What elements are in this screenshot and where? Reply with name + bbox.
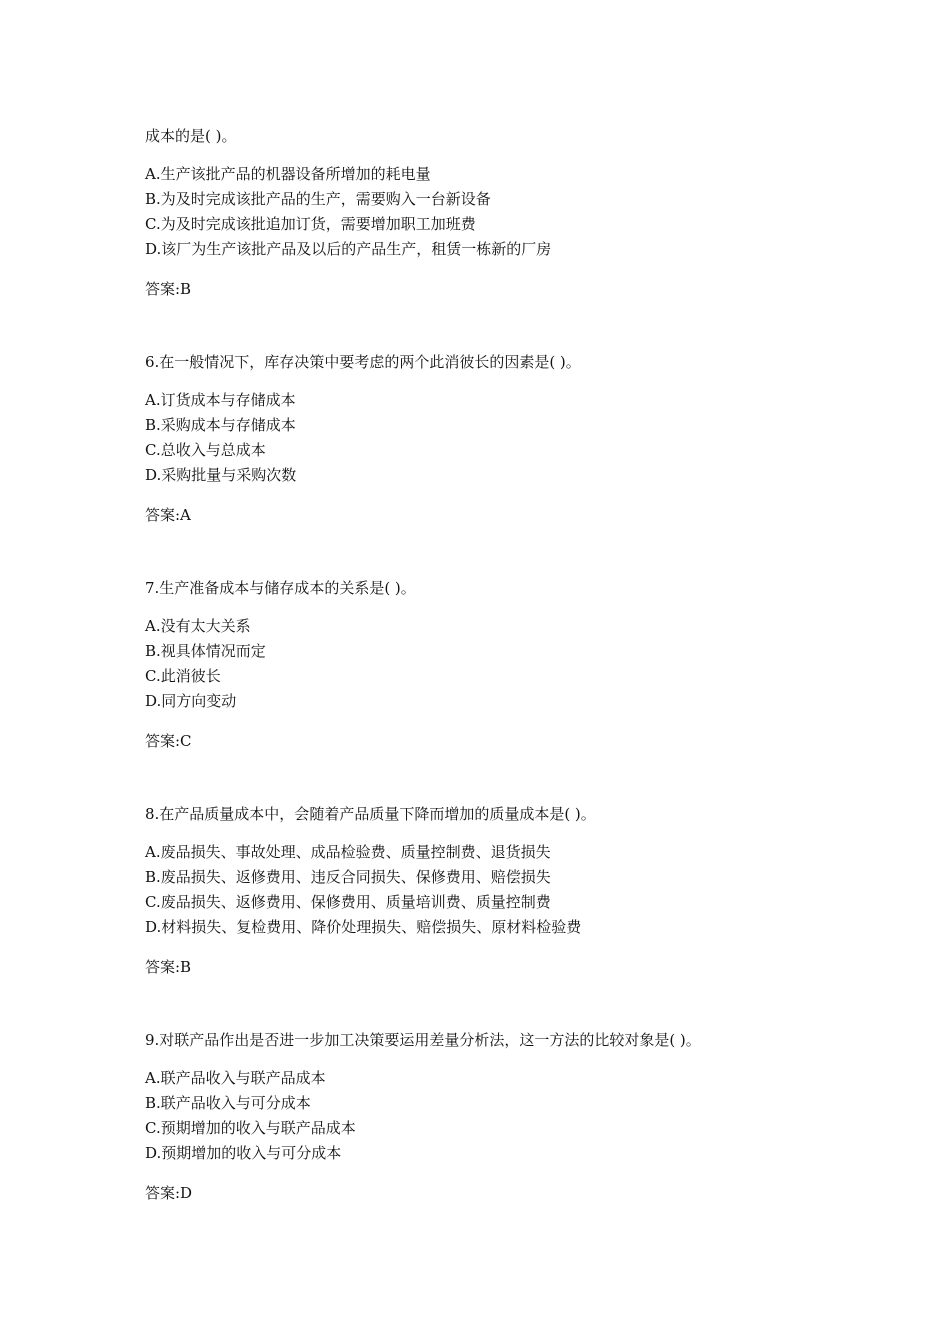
question-block xyxy=(145,802,845,980)
question-block xyxy=(145,350,845,528)
option-a: A.订货成本与存储成本 xyxy=(145,391,296,409)
question-stem: 6.在一般情况下，库存决策中要考虑的两个此消彼长的因素是( )。 xyxy=(145,353,581,371)
option-c: C.预期增加的收入与联产品成本 xyxy=(145,1119,356,1137)
answer-text: 答案:C xyxy=(145,732,192,750)
option-list xyxy=(145,388,845,488)
option-c: C.总收入与总成本 xyxy=(145,441,266,459)
question-block xyxy=(145,124,845,302)
question-stem: 7.生产准备成本与储存成本的关系是( )。 xyxy=(145,579,416,597)
option-d: D.预期增加的收入与可分成本 xyxy=(145,1144,342,1162)
option-list xyxy=(145,162,845,262)
question-block xyxy=(145,1028,845,1206)
option-d: D.同方向变动 xyxy=(145,692,237,710)
question-stem: 成本的是( )。 xyxy=(145,127,237,145)
option-a: A.没有太大关系 xyxy=(145,617,251,635)
option-b: B.采购成本与存储成本 xyxy=(145,416,296,434)
option-d: D.采购批量与采购次数 xyxy=(145,466,297,484)
option-c: C.废品损失、返修费用、保修费用、质量培训费、质量控制费 xyxy=(145,893,551,911)
option-c: C.为及时完成该批追加订货，需要增加职工加班费 xyxy=(145,215,476,233)
question-block xyxy=(145,576,845,754)
option-b: B.废品损失、返修费用、违反合同损失、保修费用、赔偿损失 xyxy=(145,868,551,886)
answer-text: 答案:B xyxy=(145,958,192,976)
option-c: C.此消彼长 xyxy=(145,667,221,685)
option-list xyxy=(145,840,845,940)
option-list xyxy=(145,614,845,714)
option-b: B.联产品收入与可分成本 xyxy=(145,1094,311,1112)
option-d: D.材料损失、复检费用、降价处理损失、赔偿损失、原材料检验费 xyxy=(145,918,582,936)
option-list xyxy=(145,1066,845,1166)
option-b: B.视具体情况而定 xyxy=(145,642,266,660)
answer-text: 答案:A xyxy=(145,506,191,524)
option-a: A.生产该批产品的机器设备所增加的耗电量 xyxy=(145,165,431,183)
option-a: A.联产品收入与联产品成本 xyxy=(145,1069,326,1087)
answer-text: 答案:B xyxy=(145,280,192,298)
question-stem: 9.对联产品作出是否进一步加工决策要运用差量分析法，这一方法的比较对象是( )。 xyxy=(145,1031,701,1049)
question-stem: 8.在产品质量成本中，会随着产品质量下降而增加的质量成本是( )。 xyxy=(145,805,596,823)
answer-text: 答案:D xyxy=(145,1184,193,1202)
option-b: B.为及时完成该批产品的生产，需要购入一台新设备 xyxy=(145,190,491,208)
option-d: D.该厂为生产该批产品及以后的产品生产，租赁一栋新的厂房 xyxy=(145,240,552,258)
option-a: A.废品损失、事故处理、成品检验费、质量控制费、退货损失 xyxy=(145,843,551,861)
